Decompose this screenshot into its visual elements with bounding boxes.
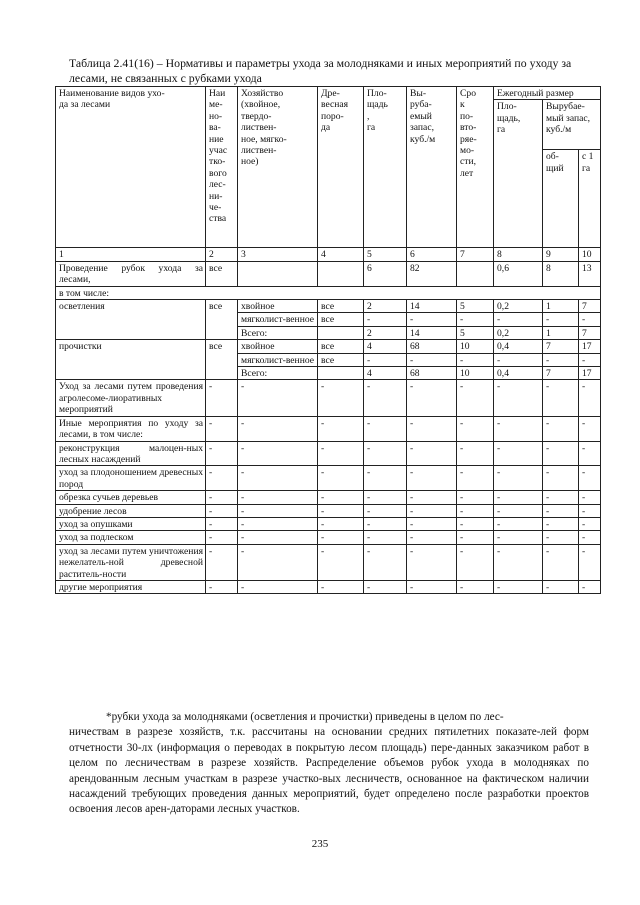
table-cell: все	[206, 340, 238, 380]
row-label: Иные мероприятия по уходу за лесами, в том числе:	[56, 416, 206, 441]
table-cell: 17	[579, 340, 601, 353]
table-cell: -	[318, 441, 364, 466]
header-line: че-	[209, 202, 222, 214]
row-label: уход за плодоношением древесных пород	[56, 466, 206, 491]
table-cell: 7	[579, 326, 601, 339]
table-cell: -	[238, 491, 318, 504]
table-cell: -	[457, 353, 494, 366]
table-cell: 10	[457, 367, 494, 380]
table-cell: -	[579, 531, 601, 544]
table-cell: -	[238, 441, 318, 466]
table-row	[56, 544, 601, 580]
table-cell: -	[364, 313, 407, 326]
header-line: га	[582, 162, 591, 174]
header-line: поро-	[321, 110, 344, 122]
table-cell: -	[364, 517, 407, 530]
header-hozyaystvo	[238, 87, 318, 248]
header-line: об-	[546, 151, 559, 163]
col-num: 10	[579, 248, 601, 261]
table-cell: 0,2	[494, 300, 543, 313]
header-line: к	[460, 99, 465, 111]
header-line: ва-	[209, 122, 221, 134]
table-cell: -	[579, 544, 601, 580]
table-cell: -	[579, 517, 601, 530]
table-cell: 0,4	[494, 367, 543, 380]
table-cell: -	[579, 580, 601, 593]
table-cell: мягколист-венное	[238, 353, 318, 366]
table-cell: 0,4	[494, 340, 543, 353]
table-cell: -	[543, 313, 579, 326]
table-cell: 68	[407, 367, 457, 380]
header-line: Наименование видов ухо-	[59, 88, 165, 99]
table-cell: -	[579, 380, 601, 416]
table-cell: -	[318, 491, 364, 504]
col-num: 7	[457, 248, 494, 261]
table-cell: -	[543, 491, 579, 504]
header-line: листвен-	[241, 122, 277, 134]
table-cell: -	[206, 466, 238, 491]
header-line: щадь,	[497, 112, 521, 124]
table-cell: -	[457, 313, 494, 326]
table-cell: мягколист-венное	[238, 313, 318, 326]
table-cell: все	[206, 261, 238, 286]
table-cell: 2	[364, 326, 407, 339]
table-cell: 0,2	[494, 326, 543, 339]
row-label: обрезка сучьев деревьев	[56, 491, 206, 504]
header-total	[543, 150, 579, 248]
col-num: 6	[407, 248, 457, 261]
header-area	[364, 87, 407, 248]
header-annual-volume	[543, 100, 601, 150]
table-cell: 1	[543, 326, 579, 339]
table-cell: -	[457, 580, 494, 593]
table-cell: -	[457, 504, 494, 517]
col-num: 3	[238, 248, 318, 261]
row-label: Проведение рубок ухода за лесами,	[56, 261, 206, 286]
table-cell: -	[494, 441, 543, 466]
header-volume	[407, 87, 457, 248]
header-line: лес-	[209, 179, 226, 191]
table-cell: -	[407, 531, 457, 544]
table-cell: -	[494, 504, 543, 517]
table-cell: -	[238, 544, 318, 580]
table-cell: 14	[407, 300, 457, 313]
header-line: Вырубае-	[546, 101, 585, 113]
header-line: щадь	[367, 99, 388, 111]
header-per-ha	[579, 150, 601, 248]
table-cell: -	[364, 580, 407, 593]
row-label: осветления	[56, 300, 206, 340]
footnote	[69, 710, 589, 818]
header-line: ное, мягко-	[241, 133, 287, 145]
table-cell: -	[364, 491, 407, 504]
header-line: ни-	[209, 190, 223, 202]
table-cell: -	[318, 416, 364, 441]
table-cell: 14	[407, 326, 457, 339]
table-cell: -	[238, 380, 318, 416]
table-cell: -	[364, 441, 407, 466]
table-cell: -	[543, 416, 579, 441]
table-cell	[318, 326, 364, 339]
header-line: с 1	[582, 151, 594, 163]
header-line: емый	[410, 110, 432, 122]
table-cell: все	[318, 313, 364, 326]
header-line: запас,	[410, 122, 434, 134]
table-cell: -	[494, 416, 543, 441]
table-cell: 13	[579, 261, 601, 286]
table-cell: -	[494, 531, 543, 544]
table-cell: -	[318, 531, 364, 544]
table-row-prochistki	[56, 340, 601, 353]
header-line: сти,	[460, 156, 476, 168]
table-cell: 4	[364, 340, 407, 353]
header-period	[457, 87, 494, 248]
table-cell: -	[318, 466, 364, 491]
header-line: мо-	[460, 145, 475, 157]
col-num: 5	[364, 248, 407, 261]
footnote-text: ничествам в разрезе хозяйств, т.к. рассчитаны на основании средних пятилетних показате-лей форм отчетности 30-лх (информация о переводах в покрытую лесом площадь) пере-данных заказчиком работ в целом по лесничествам в разрезе хозяйств. Распределение объемов рубок ухода в молодняках по арендованным лесным участкам в разрезе участко-вых лесничеств, основанное на фактическом наличии насаждений требующих проведения данных мероприятий, будет определено после разработки проектов освоения лесов арен-даторами лесных участков.	[69, 726, 589, 816]
header-line: куб./м	[546, 124, 572, 136]
header-row-1	[56, 87, 601, 100]
header-lesnichestvo	[206, 87, 238, 248]
table-cell: -	[318, 504, 364, 517]
table-cell: -	[364, 531, 407, 544]
table-cell: -	[206, 504, 238, 517]
table-cell: -	[543, 531, 579, 544]
footnote-first-line: *рубки ухода за молодняками (осветления и прочистки) приведены в целом по лес-	[106, 711, 504, 723]
table-cell: 5	[457, 326, 494, 339]
table-cell: -	[494, 544, 543, 580]
table-cell: -	[494, 353, 543, 366]
table-cell: все	[318, 340, 364, 353]
table-cell: -	[457, 491, 494, 504]
row-label: уход за опушками	[56, 517, 206, 530]
table-cell: 7	[579, 300, 601, 313]
header-line: Хозяйство	[241, 88, 284, 99]
table-row-osvetleniya	[56, 300, 601, 313]
table-cell: -	[318, 517, 364, 530]
table-cell: -	[494, 580, 543, 593]
header-annual: Ежегодный размер	[494, 87, 601, 100]
table-cell: -	[543, 517, 579, 530]
table-cell: -	[407, 441, 457, 466]
table-cell: -	[318, 580, 364, 593]
table-cell: все	[318, 300, 364, 313]
table-cell: -	[364, 466, 407, 491]
table-cell	[318, 261, 364, 286]
table-cell: 82	[407, 261, 457, 286]
row-label: уход за лесами путем уничтожения нежелатель-ной древесной раститель-ности	[56, 544, 206, 580]
table-cell: 17	[579, 367, 601, 380]
table-cell: 10	[457, 340, 494, 353]
table-cell: 0,6	[494, 261, 543, 286]
page-number: 235	[311, 838, 329, 850]
header-line: ме-	[209, 99, 223, 111]
table-cell	[318, 367, 364, 380]
header-line: га	[367, 122, 376, 134]
table-row	[56, 466, 601, 491]
table-cell: -	[318, 380, 364, 416]
row-label: Уход за лесами путем проведения агролесоме-лиоративных мероприятий	[56, 380, 206, 416]
header-name	[56, 87, 206, 248]
table-cell	[238, 261, 318, 286]
table-row	[56, 531, 601, 544]
table-row	[56, 491, 601, 504]
table-row-total	[56, 261, 601, 286]
column-numbers-row	[56, 248, 601, 261]
table-caption: Таблица 2.41(16) – Нормативы и параметры ухода за молодняками и иных мероприятий по уходу за лесами, не связанных с рубками ухода	[69, 56, 572, 85]
table-cell: -	[407, 544, 457, 580]
norms-table	[55, 86, 601, 594]
table-cell: -	[364, 544, 407, 580]
header-line: Дре-	[321, 88, 340, 99]
table-cell: -	[494, 517, 543, 530]
table-cell: -	[494, 491, 543, 504]
table-cell: -	[494, 466, 543, 491]
table-cell: Всего:	[238, 367, 318, 380]
table-cell: -	[457, 544, 494, 580]
table-cell: -	[543, 441, 579, 466]
table-row-including	[56, 286, 601, 299]
table-cell: -	[238, 531, 318, 544]
table-cell: -	[206, 416, 238, 441]
header-line: Пло-	[367, 88, 387, 99]
header-line: ное)	[241, 156, 259, 168]
table-cell: -	[238, 580, 318, 593]
table-cell: -	[364, 416, 407, 441]
table-row	[56, 380, 601, 416]
header-line: Сро	[460, 88, 476, 99]
header-line: ,	[367, 110, 370, 122]
header-poroda	[318, 87, 364, 248]
table-cell: Всего:	[238, 326, 318, 339]
table-cell: -	[206, 580, 238, 593]
col-num: 4	[318, 248, 364, 261]
header-line: Вы-	[410, 88, 427, 99]
row-label: удобрение лесов	[56, 504, 206, 517]
table-cell: -	[407, 416, 457, 441]
table-cell: -	[407, 517, 457, 530]
table-cell: -	[238, 504, 318, 517]
col-num: 8	[494, 248, 543, 261]
table-cell: -	[543, 544, 579, 580]
table-cell: -	[238, 517, 318, 530]
header-annual-area	[494, 100, 543, 248]
header-line: ства	[209, 213, 227, 225]
row-label: другие мероприятия	[56, 580, 206, 593]
table-cell: 68	[407, 340, 457, 353]
table-cell: 4	[364, 367, 407, 380]
table-cell: 5	[457, 300, 494, 313]
table-cell: -	[238, 416, 318, 441]
table-cell: -	[206, 491, 238, 504]
table-cell: -	[457, 466, 494, 491]
table-cell: -	[206, 531, 238, 544]
table-cell: -	[543, 504, 579, 517]
table-cell	[457, 261, 494, 286]
row-label: реконструкция малоцен-ных лесных насаждений	[56, 441, 206, 466]
table-cell: -	[543, 466, 579, 491]
header-line: вого	[209, 167, 227, 179]
table-cell: -	[494, 380, 543, 416]
table-cell: 1	[543, 300, 579, 313]
table-cell: -	[407, 580, 457, 593]
header-line: га	[497, 124, 506, 136]
col-num: 2	[206, 248, 238, 261]
table-cell: все	[206, 300, 238, 340]
table-cell: -	[457, 441, 494, 466]
table-cell: хвойное	[238, 340, 318, 353]
table-cell: все	[318, 353, 364, 366]
col-num: 1	[56, 248, 206, 261]
table-cell: -	[364, 353, 407, 366]
header-line: весная	[321, 99, 349, 111]
table-cell: -	[206, 517, 238, 530]
table-cell: -	[407, 504, 457, 517]
header-line: твердо-	[241, 110, 272, 122]
header-line: Наи	[209, 88, 226, 99]
table-row	[56, 517, 601, 530]
header-line: руба-	[410, 99, 432, 111]
header-line: куб./м	[410, 133, 436, 145]
header-line: вто-	[460, 122, 477, 134]
table-cell: -	[579, 466, 601, 491]
table-cell: -	[579, 313, 601, 326]
table-cell: -	[457, 531, 494, 544]
row-label: уход за подлеском	[56, 531, 206, 544]
table-row	[56, 504, 601, 517]
table-row	[56, 580, 601, 593]
table-cell: -	[494, 313, 543, 326]
table-cell: -	[206, 441, 238, 466]
header-line: листвен-	[241, 145, 277, 157]
table-cell: -	[543, 380, 579, 416]
header-line: да	[321, 122, 331, 134]
table-cell: -	[579, 353, 601, 366]
table-cell: -	[457, 380, 494, 416]
header-line: да за лесами	[59, 99, 111, 111]
table-cell: -	[407, 353, 457, 366]
table-cell: 7	[543, 367, 579, 380]
table-cell: -	[579, 441, 601, 466]
table-cell: -	[543, 580, 579, 593]
table-cell: 7	[543, 340, 579, 353]
header-line: учас	[209, 145, 228, 157]
table-cell: хвойное	[238, 300, 318, 313]
header-line: (хвойное,	[241, 99, 281, 111]
dash-rows	[56, 380, 601, 594]
table-cell: -	[206, 380, 238, 416]
table-row	[56, 441, 601, 466]
table-cell: -	[407, 491, 457, 504]
table-cell: -	[364, 504, 407, 517]
table-cell: -	[543, 353, 579, 366]
col-num: 9	[543, 248, 579, 261]
header-line: Пло-	[497, 101, 517, 113]
table-cell: -	[407, 466, 457, 491]
table-cell: -	[579, 504, 601, 517]
header-line: мый запас,	[546, 112, 591, 124]
row-label: прочистки	[56, 340, 206, 380]
header-line: но-	[209, 110, 223, 122]
table-cell: 8	[543, 261, 579, 286]
table-cell: -	[238, 466, 318, 491]
header-line: по-	[460, 110, 474, 122]
table-cell: -	[579, 416, 601, 441]
header-line: тко-	[209, 156, 226, 168]
header-line: щий	[546, 162, 564, 174]
table-cell: -	[364, 380, 407, 416]
table-cell: -	[457, 416, 494, 441]
table-row	[56, 416, 601, 441]
table-cell: -	[457, 517, 494, 530]
header-line: лет	[460, 167, 474, 179]
table-cell: -	[407, 380, 457, 416]
header-line: ряе-	[460, 133, 477, 145]
table-cell: -	[318, 544, 364, 580]
table-cell: -	[407, 313, 457, 326]
table-cell: -	[579, 491, 601, 504]
header-line: ние	[209, 133, 224, 145]
table-cell: -	[206, 544, 238, 580]
table-cell: 2	[364, 300, 407, 313]
table-cell: 6	[364, 261, 407, 286]
row-label: в том числе:	[56, 286, 601, 299]
